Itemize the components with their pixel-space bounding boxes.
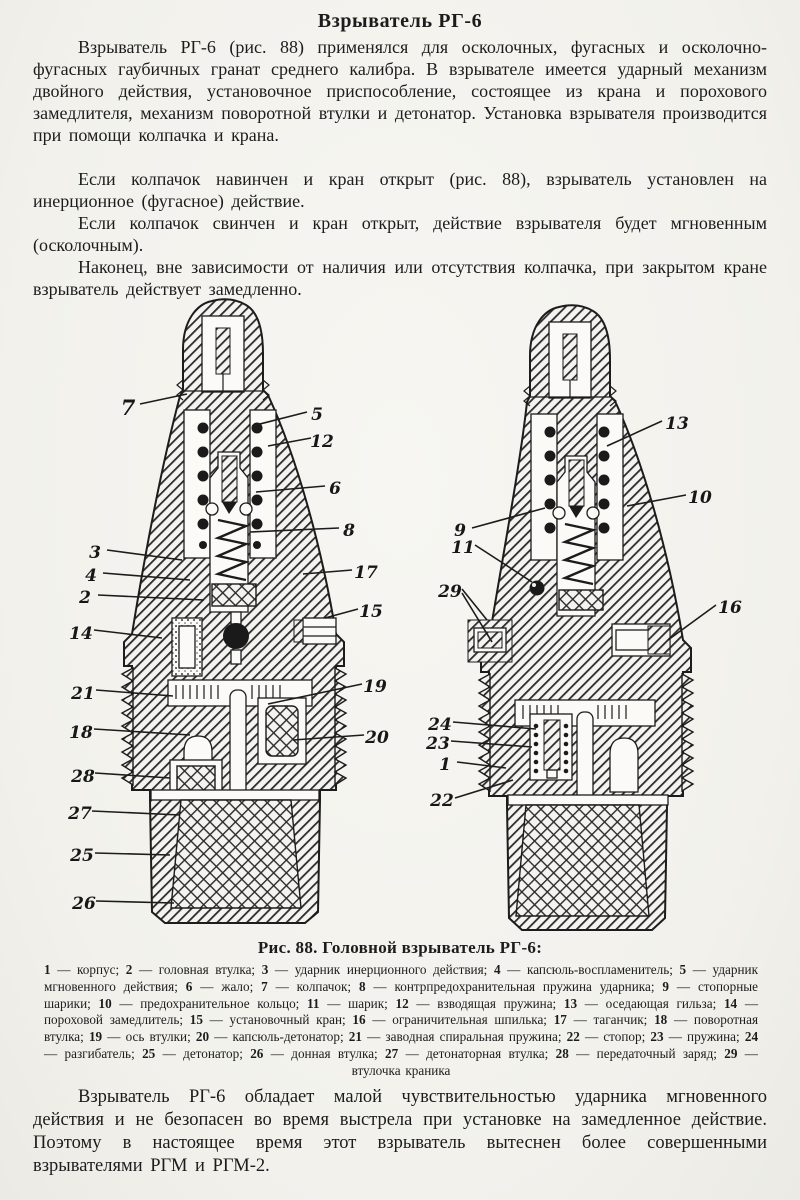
legend-item: 26 — донная втулка;: [250, 1045, 386, 1061]
callout-7-label: 7: [120, 395, 136, 420]
legend-item: 10 — предохранительное кольцо;: [98, 995, 308, 1011]
lock-ball: [587, 507, 599, 519]
callout-10-label: 10: [688, 488, 712, 508]
callout-6-label: 6: [329, 479, 341, 499]
fuze-right-thread-teeth: [682, 674, 693, 791]
callout-16-label: 16: [718, 598, 742, 618]
setting-crane-ball: [223, 623, 249, 649]
paragraph-cap-off: Если колпачок свинчен и кран открыт, действие взрывателя будет мгновенным (осколочным).: [33, 213, 767, 255]
callout-24-label: 24: [428, 715, 452, 735]
instant-striker: [216, 328, 230, 374]
fuze-right-thread-teeth: [479, 674, 490, 791]
callout-27-label: 27: [68, 804, 92, 824]
callout-21-label: 21: [71, 684, 95, 704]
page-title: Взрыватель РГ-6: [317, 10, 483, 32]
legend-item: 17 — таганчик;: [553, 1012, 655, 1028]
limit-pin-port: [612, 624, 670, 656]
inertial-striker: [222, 456, 237, 502]
callout-23-label: 23: [426, 734, 450, 754]
callout-18-label: 18: [69, 723, 93, 743]
legend-item: 19 — ось втулки;: [88, 1029, 196, 1045]
legend-item: 28 — передаточный заряд;: [555, 1045, 725, 1061]
crane-port: [303, 618, 336, 644]
callout-22-label: 22: [430, 791, 454, 811]
lock-ball: [240, 503, 252, 515]
legend-item: 27 — детонаторная втулка;: [385, 1045, 556, 1061]
lock-ball: [206, 503, 218, 515]
legend-item: 8 — контрпредохранительная пружина ударника;: [358, 978, 663, 994]
detonator-cap: [266, 706, 298, 756]
legend-item: 24 — разгибатель;: [44, 1029, 759, 1061]
callout-29-label: 29: [438, 582, 462, 602]
lock-ball: [553, 507, 565, 519]
legend-item: 11 — шарик;: [307, 995, 396, 1011]
legend-item: 29 — втулочка краника: [351, 1045, 758, 1078]
callout-25-label: 25: [70, 846, 94, 866]
detonator-charge: [516, 805, 649, 916]
legend-item: 13 — оседающая гильза;: [563, 995, 724, 1011]
paragraph-intro: Взрыватель РГ-6 (рис. 88) применялся для осколочных, фугасных и осколочно-фугасных гаубичных гранат среднего калибра. В взрывателе имеется ударный механизм двойного действия, установочное приспособление, состоящее из крана и порохового замедлителя, механизм поворотной втулки и детонатор. Установка взрывателя производится при помощи колпачка и крана.: [33, 37, 767, 145]
legend-item: 9 — стопорные шарики;: [44, 978, 758, 1011]
callout-28-label: 28: [71, 767, 95, 787]
inertial-striker: [569, 460, 584, 506]
callout-26-label: 26: [72, 894, 96, 914]
fuze-cross-section-figure: [0, 298, 800, 940]
paragraph-cap-on: Если колпачок навинчен и кран открыт (рис. 88), взрыватель установлен на инерционное (фугасное) действие.: [33, 169, 767, 211]
callout-2-label: 2: [79, 588, 91, 608]
fuze-left-section: [122, 299, 346, 923]
primer-block: [559, 590, 603, 610]
legend-item: 22 — стопор;: [566, 1029, 651, 1045]
legend-item: 3 — ударник инерционного действия;: [261, 962, 494, 977]
callout-13-label: 13: [665, 414, 689, 434]
callout-11-label: 11: [451, 538, 475, 558]
stop-plunger: [610, 738, 638, 792]
sleeve-axis-pin: [230, 690, 246, 796]
instant-striker: [563, 334, 577, 380]
legend-item: 5 — ударник мгновенного действия;: [44, 962, 759, 994]
callout-8-label: 8: [343, 521, 355, 541]
paragraph-closing: Взрыватель РГ-6 обладает малой чувствительностью ударника мгновенного действия и не безопасен во время выстрела при установке на замедленное действие. Поэтому в настоящее время этот взрыватель вытеснен более совершенными взрывателями РГМ и РГМ-2.: [33, 1087, 767, 1176]
callout-9-label: 9: [454, 521, 466, 541]
legend-item: 23 — пружина;: [650, 1029, 745, 1045]
paragraph-delay: Наконец, вне зависимости от наличия или отсутствия колпачка, при закрытом кране взрыватель действует замедленно.: [33, 257, 767, 299]
legend-item: 16 — ограничительная шпилька;: [352, 1012, 554, 1028]
callout-12-label: 12: [310, 432, 334, 452]
legend-item: 1 — корпус;: [44, 962, 126, 977]
fuze-left-thread-teeth: [122, 668, 133, 785]
legend-item: 18 — поворотная втулка;: [44, 1012, 759, 1045]
legend-item: 2 — головная втулка;: [125, 962, 262, 977]
stop-spring-assembly: [530, 714, 572, 780]
legend-item: 25 — детонатор;: [142, 1045, 251, 1061]
callout-14-label: 14: [69, 624, 93, 644]
legend-item: 15 — установочный кран;: [189, 1012, 353, 1028]
fuze-right-section: [468, 305, 693, 930]
transfer-charge: [177, 766, 215, 792]
figure-legend: [44, 962, 758, 1080]
delay-tube: [179, 626, 195, 668]
detonator-charge: [171, 800, 301, 908]
callout-20-label: 20: [365, 728, 389, 748]
callout-4-label: 4: [85, 566, 97, 586]
callout-19-label: 19: [363, 677, 387, 697]
figure-caption: Рис. 88. Головной взрыватель РГ-6:: [257, 938, 543, 957]
legend-item: 4 — капсюль-воспламенитель;: [493, 962, 680, 977]
legend-item: 6 — жало;: [185, 978, 262, 994]
crane-bush-port: [468, 620, 512, 662]
legend-item: 20 — капсюль-детонатор;: [195, 1029, 349, 1045]
callout-1-label: 1: [439, 755, 451, 775]
legend-item: 7 — колпачок;: [261, 978, 359, 994]
legend-item: 12 — взводящая пружина;: [395, 995, 564, 1011]
callout-17-label: 17: [354, 563, 378, 583]
legend-item: 21 — заводная спиральная пружина;: [348, 1029, 567, 1045]
callout-15-label: 15: [359, 602, 383, 622]
primer-block: [212, 584, 256, 606]
safety-ball: [530, 581, 545, 596]
fuze-left-thread-teeth: [335, 668, 346, 785]
legend-item: 14 — пороховой замедлитель;: [44, 995, 759, 1028]
callout-5-label: 5: [311, 405, 323, 425]
callout-3-label: 3: [89, 543, 101, 563]
